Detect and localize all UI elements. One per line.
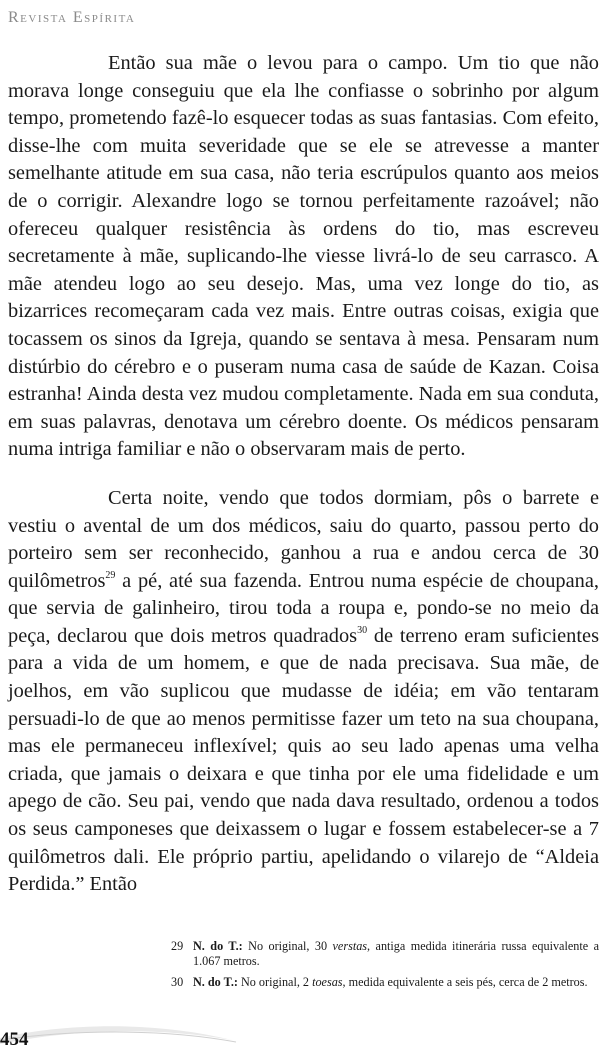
running-header: Revista Espírita (8, 9, 136, 26)
paragraph-2 (8, 485, 599, 899)
body-text (8, 50, 599, 899)
footnote-text (193, 975, 599, 990)
paragraph-2-part-b: a pé, até sua fazenda. Entrou numa espécie de choupana, que servia de galinheiro, tirou toda a roupa e, pondo-se no meio da peça, declarou que dois metros quadrados (8, 569, 599, 647)
footnote-number: 29 (171, 939, 184, 953)
footnote-label: N. do T.: (193, 939, 243, 953)
footnote-pre: No original, 2 (237, 975, 313, 989)
footnote-number: 30 (171, 975, 184, 989)
footnote-29 (171, 939, 599, 969)
page-swoosh-ornament (0, 1020, 240, 1056)
footnote-term: verstas (332, 939, 368, 953)
paragraph-2-part-a: Certa noite, vendo que todos dormiam, pôs o barrete e vestiu o avental de um dos médicos, saiu do quarto, passou perto do porteiro sem ser reconhecido, ganhou a rua e andou cerca de 30 quilômetros (8, 486, 599, 592)
footnote-ref-30: 30 (357, 624, 368, 636)
paragraph-1: Então sua mãe o levou para o campo. Um tio que não morava longe conseguiu que ela lhe confiasse o sobrinho por algum tempo, prometendo fazê-lo esquecer todas as suas fantasias. Com efeito, disse-lhe com muita severidade que se ele se atrevesse a manter semelhante atitude em sua casa, não teria escrúpulos quanto aos meios de o corrigir. Alexandre logo se tornou perfeitamente razoável; não ofereceu qualquer resistência às ordens do tio, mas escreveu secretamente à mãe, suplicando-lhe viesse livrá-lo de seu carrasco. A mãe atendeu logo ao seu desejo. Mas, uma vez longe do tio, as bizarrices recomeçaram cada vez mais. Entre outras coisas, exigia que tocassem os sinos da Igreja, quando se sentava à mesa. Pensaram num distúrbio do cérebro e o puseram numa casa de saúde de Kazan. Coisa estranha! Ainda desta vez mudou completamente. Nada em sua conduta, em suas palavras, denotava um cérebro doente. Os médicos pensaram numa intriga familiar e não o observaram mais de perto. (8, 52, 599, 461)
paragraph-2-part-c: de terreno eram suficientes para a vida de um homem, e que de nada precisava. Sua mãe, de joelhos, em vão suplicou que mudasse de idéia; em vão tentaram persuadi-lo de que ao menos permitisse fazer um teto na sua choupana, mas ele permaneceu inflexível; quis ao seu lado apenas uma velha criada, que jamais o deixara e que tinha por ele uma fidelidade e um apego de cão. Seu pai, vendo que nada dava resultado, ordenou a todos os seus camponeses que deixassem o lugar e fossem estabelecer-se a 7 quilômetros dali. Ele próprio partiu, apelidando o vilarejo de “Aldeia Perdida.” Então (8, 624, 599, 896)
footnote-label: N. do T.: (193, 975, 238, 989)
footnote-post: , medida equivalente a seis pés, cerca de 2 metros. (342, 975, 588, 989)
footnote-post: , antiga medida itinerária russa equivalente a 1.067 metros. (193, 939, 599, 968)
footnote-30 (171, 975, 599, 990)
page-number: 454 (0, 1029, 29, 1050)
footnote-text (193, 939, 599, 969)
footnote-pre: No original, 30 (242, 939, 333, 953)
footnotes (171, 939, 599, 996)
footnote-ref-29: 29 (105, 569, 116, 581)
footnote-term: toesas (312, 975, 343, 989)
